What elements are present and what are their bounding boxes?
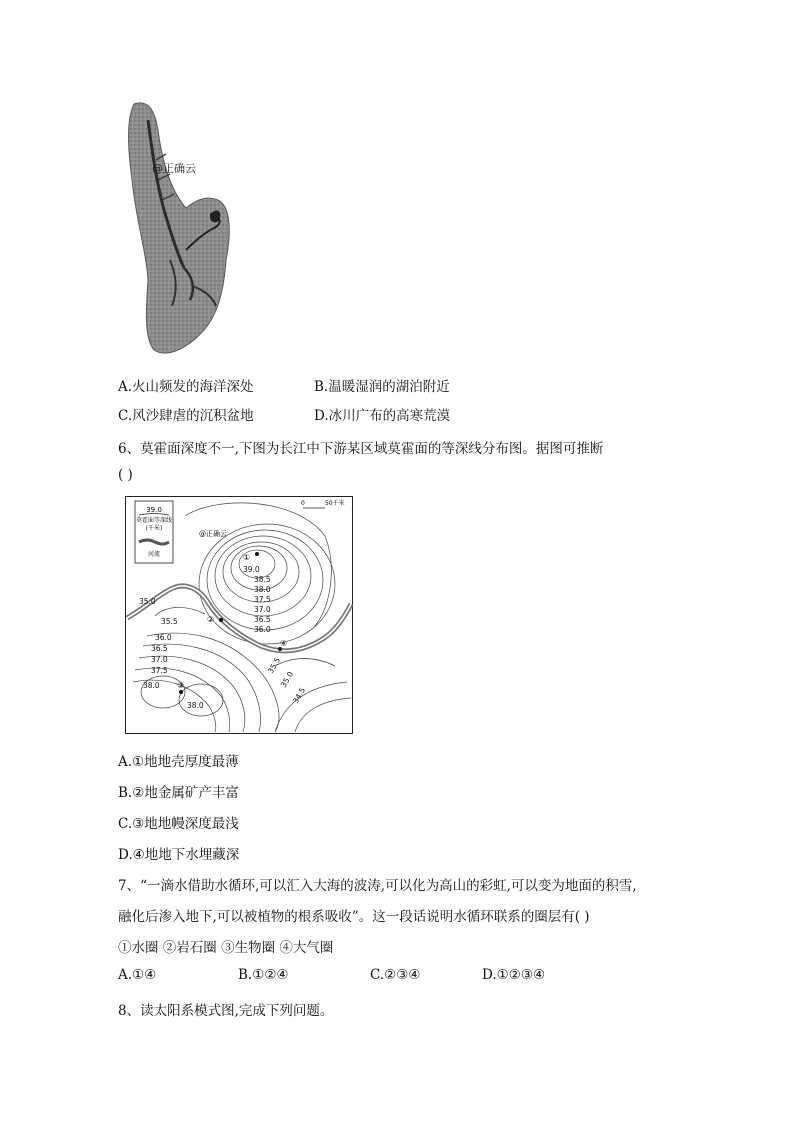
- q7-option-b: B.①②④: [238, 967, 289, 983]
- legend-label-2: (千米): [145, 525, 163, 532]
- q6-option-a: A.①地地壳厚度最薄: [118, 754, 239, 770]
- contour-label-14: 38.0: [143, 681, 160, 690]
- scale-label: 50千米: [325, 500, 345, 507]
- fossil-watermark: @正确云: [152, 162, 196, 175]
- marker-4: ④: [280, 639, 288, 648]
- q6-option-c: C.③地地幔深度最浅: [118, 816, 239, 832]
- legend-river-label: 河流: [147, 551, 161, 558]
- contour-label-6: 36.5: [254, 615, 271, 624]
- contour-label-15: 38.0: [187, 701, 204, 710]
- q5-option-c: C.风沙肆虐的沉积盆地: [118, 408, 254, 424]
- q6-option-d: D.④地地下水埋藏深: [118, 847, 240, 863]
- contour-label-1: 39.0: [243, 565, 260, 574]
- marker-dot-3: [179, 690, 183, 694]
- contour-label-13: 37.5: [151, 666, 168, 675]
- contour-label-17: 35.0: [278, 670, 296, 689]
- marker-dot-2: [219, 618, 223, 622]
- contour-label-9: 35.5: [161, 617, 178, 626]
- contour-label-10: 36.0: [155, 633, 172, 642]
- contour-label-16: 35.5: [265, 656, 283, 675]
- contour-label-18: 34.5: [290, 686, 308, 705]
- q7-option-c: C.②③④: [370, 967, 421, 983]
- contour-label-7: 36.0: [254, 625, 271, 634]
- contour-label-11: 36.5: [151, 644, 168, 653]
- q7-stem-line-2: 融化后渗入地下,可以被植物的根系吸收”。这一段话说明水循环联系的圈层有( ): [118, 909, 590, 925]
- contour-label-5: 37.0: [254, 605, 271, 614]
- fossil-photo: [126, 100, 236, 358]
- q7-spheres: ①水圈 ②岩石圈 ③生物圈 ④大气圈: [118, 940, 334, 956]
- contour-label-4: 37.5: [254, 595, 271, 604]
- q8-stem: 8、读太阳系模式图,完成下列问题。: [118, 1003, 334, 1019]
- legend-value: 39.0: [146, 506, 162, 514]
- q6-stem: 6、莫霍面深度不一,下图为长江中下游某区域莫霍面的等深线分布图。据图可推断: [118, 441, 604, 457]
- legend-label-1: 莫霍面等深线: [135, 517, 173, 524]
- marker-3: ③: [177, 681, 185, 690]
- fossil-image: [126, 100, 236, 358]
- q7-stem-line-1: 7、“一滴水借助水循环,可以汇入大海的波涛,可以化为高山的彩虹,可以变为地面的积雪,: [118, 878, 637, 894]
- q7-option-d: D.①②③④: [482, 967, 546, 983]
- marker-2: ②: [207, 615, 215, 624]
- q7-option-a: A.①④: [118, 967, 157, 983]
- marker-1: ①: [243, 553, 251, 562]
- scale-zero: 0: [301, 500, 305, 507]
- q5-option-d: D.冰川广布的高寒荒漠: [314, 408, 451, 424]
- contour-label-8: 35.0: [139, 597, 156, 606]
- q6-option-b: B.②地金属矿产丰富: [118, 785, 239, 801]
- q5-option-b: B.温暖湿润的湖泊附近: [314, 379, 450, 395]
- contour-label-2: 38.5: [254, 575, 271, 584]
- q5-option-a: A.火山频发的海洋深处: [118, 379, 254, 395]
- moho-contour-map: [125, 496, 353, 734]
- marker-dot-1: [255, 552, 259, 556]
- contour-label-3: 38.0: [254, 585, 271, 594]
- contour-label-12: 37.0: [151, 655, 168, 664]
- map-watermark: @正确云: [199, 530, 227, 538]
- q6-answer-paren: ( ): [118, 467, 133, 483]
